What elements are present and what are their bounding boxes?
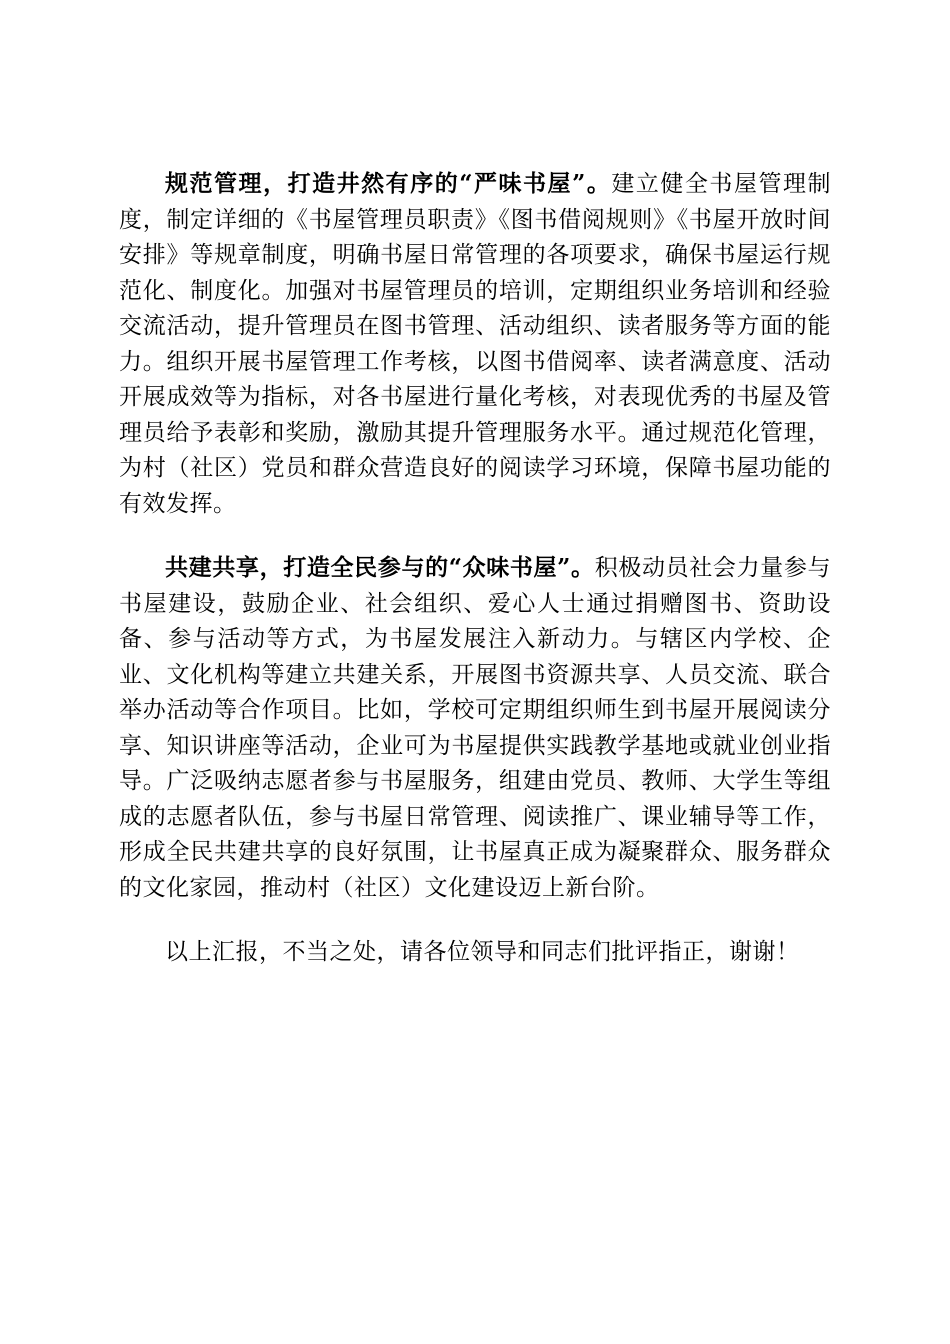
paragraph-text: 以上汇报，不当之处，请各位领导和同志们批评指正，谢谢！ bbox=[165, 939, 800, 965]
paragraph-closing bbox=[119, 934, 831, 971]
paragraph-heading: 共建共享，打造全民参与的“众味书屋”。 bbox=[165, 554, 595, 581]
paragraph-standardized-management bbox=[119, 166, 831, 522]
paragraph-co-construction bbox=[119, 550, 831, 906]
paragraph-heading: 规范管理，打造井然有序的“严味书屋”。 bbox=[165, 170, 612, 197]
paragraph-text: 积极动员社会力量参与书屋建设，鼓励企业、社会组织、爱心人士通过捐赠图书、资助设备、参与活动等方式，为书屋发展注入新动力。与辖区内学校、企业、文化机构等建立共建关系，开展图书资源共享、人员交流、联合举办活动等合作项目。比如，学校可定期组织师生到书屋开展阅读分享、知识讲座等活动，企业可为书屋提供实践教学基地或就业创业指导。广泛吸纳志愿者参与书屋服务，组建由党员、教师、大学生等组成的志愿者队伍，参与书屋日常管理、阅读推广、课业辅导等工作，形成全民共建共享的良好氛围，让书屋真正成为凝聚群众、服务群众的文化家园，推动村（社区）文化建设迈上新台阶。 bbox=[119, 555, 831, 901]
paragraph-text: 建立健全书屋管理制度，制定详细的《书屋管理员职责》《图书借阅规则》《书屋开放时间安排》等规章制度，明确书屋日常管理的各项要求，确保书屋运行规范化、制度化。加强对书屋管理员的培训，定期组织业务培训和经验交流活动，提升管理员在图书管理、活动组织、读者服务等方面的能力。组织开展书屋管理工作考核，以图书借阅率、读者满意度、活动开展成效等为指标，对各书屋进行量化考核，对表现优秀的书屋及管理员给予表彰和奖励，激励其提升管理服务水平。通过规范化管理，为村（社区）党员和群众营造良好的阅读学习环境，保障书屋功能的有效发挥。 bbox=[119, 171, 832, 517]
document-body bbox=[119, 166, 831, 999]
